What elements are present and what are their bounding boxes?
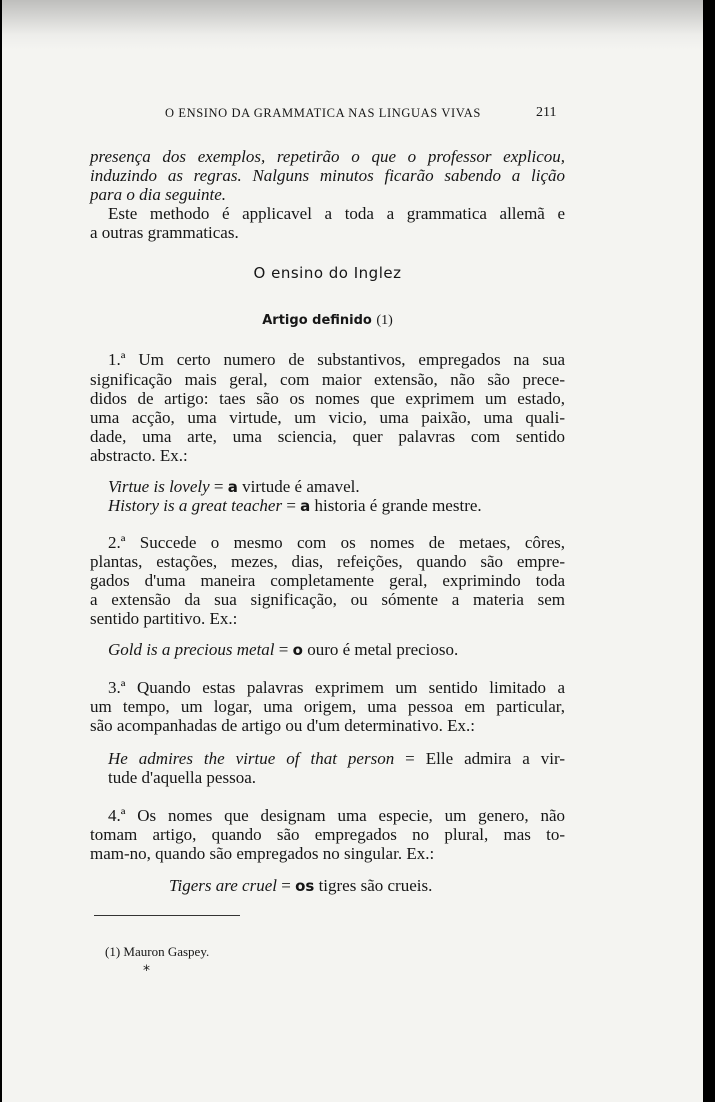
rule1-line-5: dade, uma arte, uma sciencia, quer palavras com sentido <box>90 427 565 446</box>
footnote-number: (1) <box>105 944 121 959</box>
rule1-line-6: abstracto. Ex.: <box>90 446 188 465</box>
printer-mark: * <box>143 963 150 979</box>
rule1-example-2: History is a great teacher = a historia é grande mestre. <box>108 496 482 515</box>
example-portuguese: Elle admira a vir- <box>425 749 566 768</box>
rule1-example-1: Virtue is lovely = a virtude é amavel. <box>108 477 360 496</box>
book-page <box>2 0 703 1102</box>
rule2-line-5: sentido partitivo. Ex.: <box>90 609 238 628</box>
footnote <box>105 944 209 960</box>
example-english: Gold is a precious metal <box>108 640 275 659</box>
footnote-reference: (1) <box>376 313 393 328</box>
example-article: os <box>295 877 315 895</box>
example-article: a <box>300 497 311 515</box>
rule1-line-4: uma acção, uma virtude, um vicio, uma paixão, uma quali- <box>90 408 565 427</box>
rule4-line-3: mam-no, quando são empregados no singular. Ex.: <box>90 844 435 863</box>
rule3-example: He admires the virtue of that person = Elle admira a vir- <box>108 749 566 768</box>
footnote-text: Mauron Gaspey. <box>123 944 210 959</box>
rule3-line-3: são acompanhadas de artigo ou d'um determinativo. Ex.: <box>90 716 475 735</box>
rule1-line-1-text: Um certo numero de substantivos, empregados na sua <box>138 350 566 369</box>
rule4-line-1 <box>108 806 565 826</box>
rule2-line-2: plantas, estações, mezes, dias, refeições, quando são empre- <box>90 552 565 571</box>
intro-line-1: presença dos exemplos, repetirão o que o professor explicou, <box>90 147 565 166</box>
rule1-line-1 <box>108 350 565 370</box>
rule1-line-2: significação mais geral, com maior extensão, não são prece- <box>90 370 565 389</box>
example-english: He admires the virtue of that person <box>108 749 395 768</box>
rule4-line-1-text: Os nomes que designam uma especie, um genero, não <box>137 806 565 825</box>
rule3-example-continued: tude d'aquella pessoa. <box>108 768 256 787</box>
example-portuguese: historia é grande mestre. <box>314 496 482 515</box>
intro-line-3: para o dia seguinte. <box>90 185 226 204</box>
example-portuguese: ouro é metal precioso. <box>307 640 459 659</box>
example-english: Virtue is lovely <box>108 477 210 496</box>
example-english: History is a great teacher <box>108 496 283 515</box>
page-number: 211 <box>536 105 557 120</box>
rule3-number: 3.ª <box>108 678 126 697</box>
rule3-line-1-text: Quando estas palavras exprimem um sentido limitado a <box>136 678 565 697</box>
section-title: O ensino do Inglez <box>253 264 402 282</box>
intro-line-4: Este methodo é applicavel a toda a grammatica allemã e <box>108 204 565 223</box>
rule3-line-1 <box>108 678 565 698</box>
rule3-line-2: um tempo, um logar, uma origem, uma pessoa em particular, <box>90 697 565 716</box>
example-english: Tigers are cruel <box>169 876 277 895</box>
example-portuguese: virtude é amavel. <box>242 477 360 496</box>
footnote-divider <box>94 915 240 916</box>
example-article: a <box>227 478 238 496</box>
subsection-title-text: Artigo definido <box>262 313 372 328</box>
subsection-title <box>90 313 565 329</box>
rule2-line-4: a extensão da sua significação, ou sómente a materia sem <box>90 590 565 609</box>
example-article: o <box>292 641 303 659</box>
rule2-line-3: gados d'uma maneira completamente geral, exprimindo toda <box>90 571 565 590</box>
scan-shadow <box>2 0 703 50</box>
rule2-line-1 <box>108 533 565 553</box>
running-header: O ENSINO DA GRAMMATICA NAS LINGUAS VIVAS <box>165 106 481 120</box>
rule2-line-1-text: Succede o mesmo com os nomes de metaes, côres, <box>139 533 566 552</box>
example-portuguese: tigres são crueis. <box>318 876 433 895</box>
rule4-number: 4.ª <box>108 806 126 825</box>
intro-line-2: induzindo as regras. Nalguns minutos ficarão sabendo a lição <box>90 166 565 185</box>
rule4-example: Tigers are cruel = os tigres são crueis. <box>169 876 433 895</box>
rule2-number: 2.ª <box>108 533 126 552</box>
rule4-line-2: tomam artigo, quando são empregados no plural, mas to- <box>90 825 565 844</box>
rule1-number: 1.ª <box>108 350 126 369</box>
rule1-line-3: didos de artigo: taes são os nomes que exprimem um estado, <box>90 389 565 408</box>
intro-line-5: a outras grammaticas. <box>90 223 239 242</box>
rule2-example: Gold is a precious metal = o ouro é metal precioso. <box>108 640 459 659</box>
